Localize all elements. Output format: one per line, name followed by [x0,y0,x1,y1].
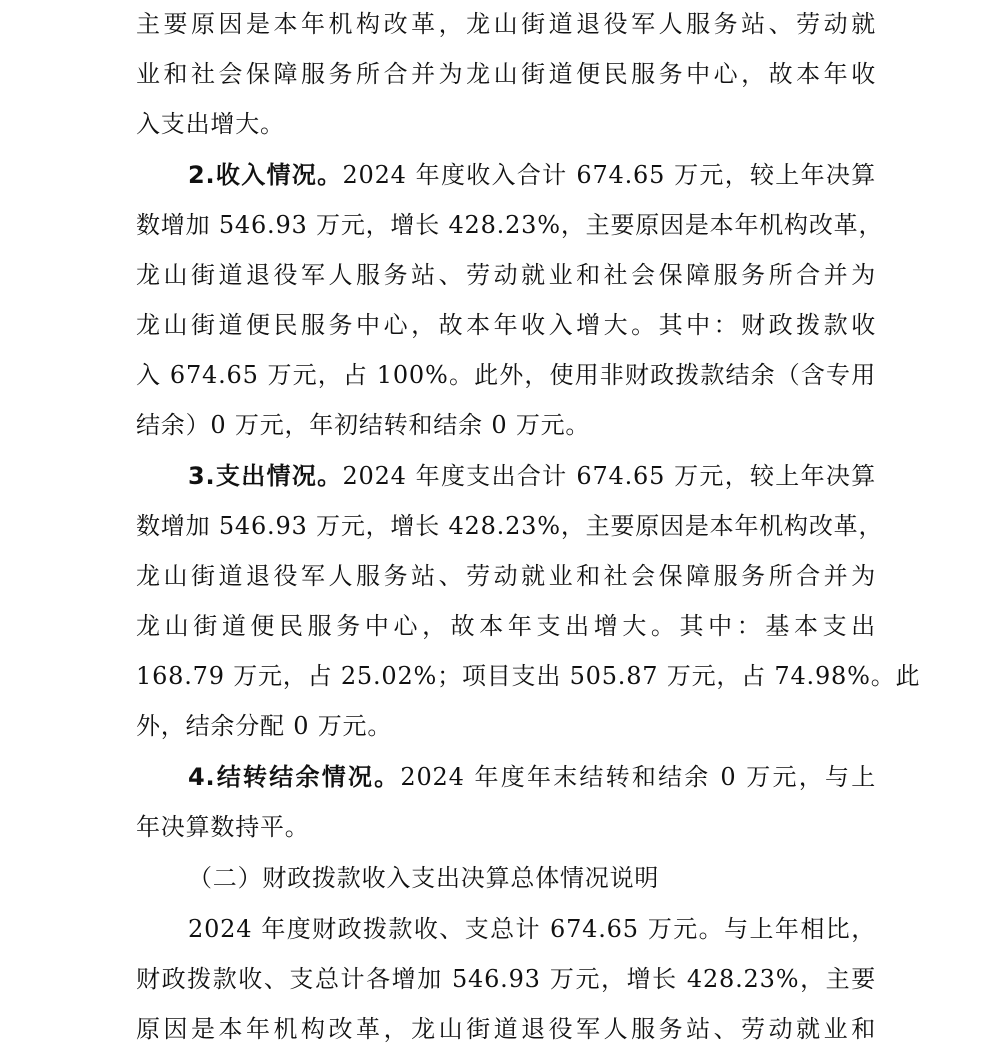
subsection-heading [188,858,876,898]
paragraph-line [136,305,876,345]
paragraph-line-carryover [188,757,876,797]
line-text: 168.79 万元，占 25.02%；项目支出 505.87 万元，占 74.98%。此 [136,662,921,690]
paragraph-line [188,909,876,949]
paragraph-line [136,405,876,445]
paragraph-line-expenditure [188,456,876,496]
line-text: 2024 年度支出合计 674.65 万元，较上年决算 [342,462,877,490]
paragraph-line [136,255,876,295]
paragraph-line [136,205,884,245]
line-text: 业和社会保障服务所合并为龙山街道便民服务中心，故本年收 [136,60,876,88]
line-text: 年决算数持平。 [136,813,310,841]
line-text: 结余）0 万元，年初结转和结余 0 万元。 [136,411,591,439]
line-text: 龙山街道退役军人服务站、劳动就业和社会保障服务所合并为 [136,562,876,590]
section-heading-carryover: 4.结转结余情况。 [188,763,401,791]
paragraph-line [136,706,876,746]
paragraph-line [136,104,876,144]
line-text: 原因是本年机构改革，龙山街道退役军人服务站、劳动就业和 [136,1015,876,1043]
line-text: 财政拨款收、支总计各增加 546.93 万元，增长 428.23%，主要 [136,965,876,993]
paragraph-line [136,54,876,94]
paragraph-line-income [188,155,876,195]
line-text: 2024 年度收入合计 674.65 万元，较上年决算 [342,161,877,189]
paragraph-line [136,355,876,395]
heading-text: （二）财政拨款收入支出决算总体情况说明 [188,864,660,892]
line-text: 2024 年度财政拨款收、支总计 674.65 万元。与上年相比， [188,915,876,943]
section-heading-expenditure: 3.支出情况。 [188,462,343,490]
paragraph-line [136,656,921,696]
line-text: 入支出增大。 [136,110,285,138]
paragraph-line [136,959,876,999]
paragraph-line [136,807,876,847]
paragraph-line [136,1009,876,1049]
paragraph-line [136,556,876,596]
paragraph-line [136,606,876,646]
line-text: 龙山街道便民服务中心，故本年收入增大。其中：财政拨款收 [136,311,876,339]
line-text: 数增加 546.93 万元，增长 428.23%，主要原因是本年机构改革， [136,512,884,540]
section-heading-income: 2.收入情况。 [188,161,343,189]
line-text: 外，结余分配 0 万元。 [136,712,393,740]
paragraph-line [136,4,876,44]
line-text: 龙山街道便民服务中心，故本年支出增大。其中：基本支出 [136,612,876,640]
line-text: 龙山街道退役军人服务站、劳动就业和社会保障服务所合并为 [136,261,876,289]
line-text: 数增加 546.93 万元，增长 428.23%，主要原因是本年机构改革， [136,211,884,239]
line-text: 入 674.65 万元，占 100%。此外，使用非财政拨款结余（含专用 [136,361,876,389]
paragraph-line [136,506,884,546]
line-text: 主要原因是本年机构改革，龙山街道退役军人服务站、劳动就 [136,10,876,38]
line-text: 2024 年度年末结转和结余 0 万元，与上 [400,763,876,791]
